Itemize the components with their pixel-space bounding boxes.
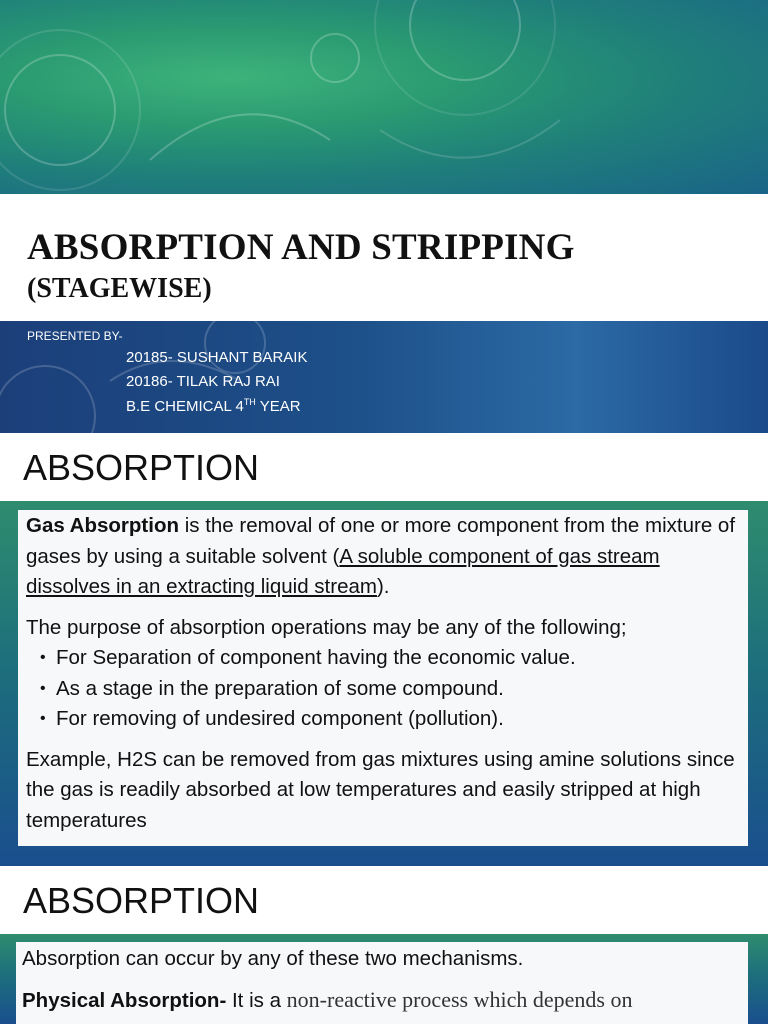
list-item-text: For removing of undesired component (pollution). — [56, 707, 504, 730]
presenter-name: 20186- TILAK RAJ RAI — [126, 373, 280, 390]
term-gas-absorption: Gas Absorption — [26, 514, 179, 537]
mechanisms-paragraph: Absorption can occur by any of these two mechanisms. — [22, 947, 524, 970]
presented-by-label: PRESENTED BY- — [27, 329, 123, 343]
list-item — [26, 704, 740, 735]
definition-text: is the removal of one or more component from the mixture of gases by using a suitable solvent ( — [26, 514, 736, 568]
bullet-icon: • — [40, 710, 46, 727]
list-item — [26, 643, 740, 674]
slide2-content-box — [18, 510, 748, 846]
slide3-heading: ABSORPTION — [23, 880, 260, 921]
course-prefix: B.E CHEMICAL 4 — [126, 398, 244, 415]
definition-end: ). — [376, 575, 390, 598]
presenter-band — [0, 321, 768, 433]
purpose-paragraph: The purpose of absorption operations may be any of the following; — [26, 615, 627, 639]
slide3-content-box — [16, 942, 748, 1024]
course-superscript: TH — [243, 397, 256, 407]
list-item-text: As a stage in the preparation of some compound. — [56, 676, 504, 700]
physical-absorption-paragraph — [22, 985, 742, 1017]
course-suffix: YEAR — [255, 398, 301, 415]
physical-absorption-serif-text: non-reactive process which depends on — [286, 986, 633, 1012]
purpose-list — [26, 643, 740, 735]
list-item-text: For Separation of component having the economic value. — [56, 646, 576, 669]
definition-paragraph — [26, 511, 740, 603]
slide2-heading: ABSORPTION — [23, 447, 260, 488]
presenter-name: 20185- SUSHANT BARAIK — [126, 349, 308, 366]
list-item — [26, 674, 740, 705]
term-physical-absorption: Physical Absorption- — [22, 988, 227, 1012]
physical-absorption-text: It is a — [226, 988, 287, 1012]
circuit-decoration-icon — [0, 0, 768, 194]
course-line — [126, 397, 301, 415]
bullet-icon: • — [40, 649, 46, 666]
bullet-icon: • — [40, 679, 46, 697]
title-banner-background — [0, 0, 768, 194]
page-subtitle: (STAGEWISE) — [27, 273, 212, 304]
definition-underlined-text: A soluble component of gas stream dissolves in an extracting liquid stream — [26, 544, 660, 598]
example-paragraph: Example, H2S can be removed from gas mixtures using amine solutions since the gas is readily absorbed at low temperatures and easily stripped at high temperatures — [26, 747, 735, 832]
page-title: ABSORPTION AND STRIPPING — [27, 227, 575, 268]
